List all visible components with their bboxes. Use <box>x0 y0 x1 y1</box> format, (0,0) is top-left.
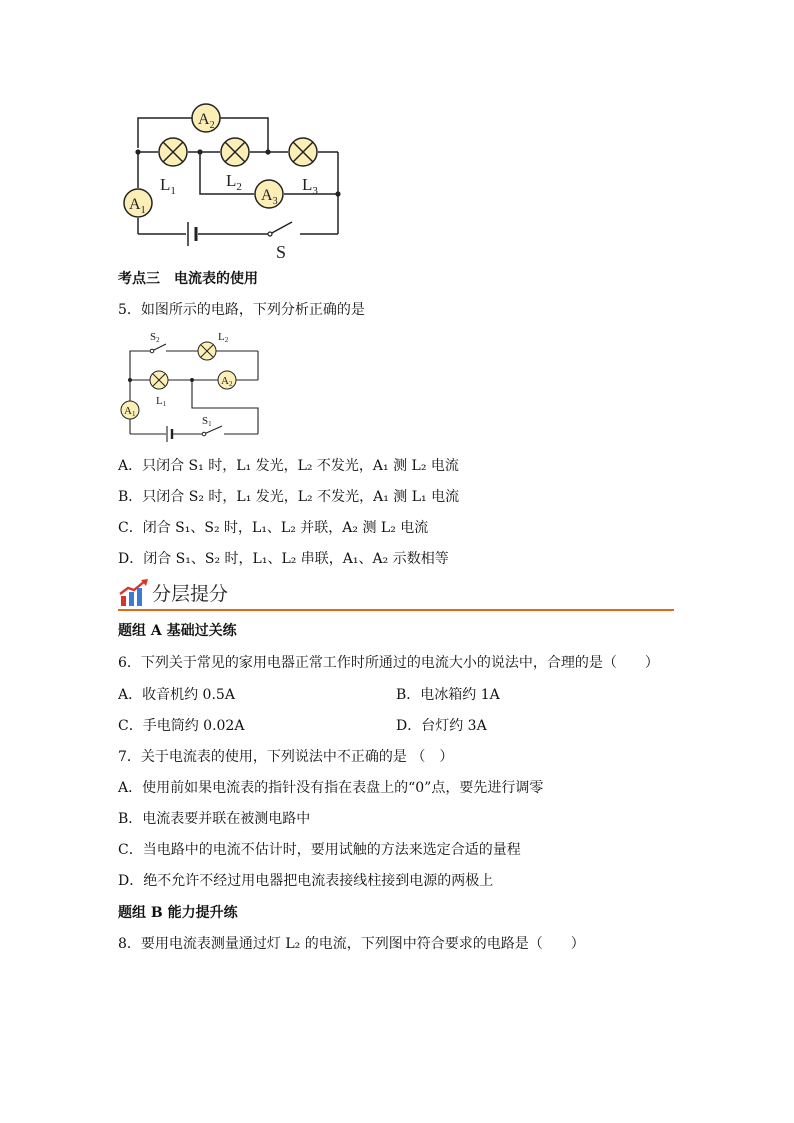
question-8-stem: 8．要用电流表测量通过灯 L₂ 的电流，下列图中符合要求的电路是（ ） <box>118 936 585 952</box>
label-l1: L1 <box>156 395 167 408</box>
label-switch: S <box>276 242 287 262</box>
lamp-l1-icon <box>150 371 168 389</box>
ammeter-a3-icon <box>255 180 283 208</box>
svg-text:A2: A2 <box>221 375 233 388</box>
lamp-l2-icon <box>221 138 249 166</box>
circuit-diagram-1 <box>110 96 370 266</box>
lamp-l2-icon <box>198 342 216 360</box>
q6-option-b: B．电冰箱约 1A <box>396 687 500 703</box>
q7-option-c: C．当电路中的电流不估计时，要用试触的方法来选定合适的量程 <box>118 842 521 858</box>
label-l2: L2 <box>218 331 229 344</box>
banner-title: 分层提分 <box>152 583 229 605</box>
q6-option-c: C．手电筒约 0.02A <box>118 718 245 734</box>
ammeter-a1-icon <box>121 401 139 419</box>
ammeter-a2-icon <box>192 104 220 132</box>
lamp-l1-icon <box>159 138 187 166</box>
question-5-stem: 5．如图所示的电路，下列分析正确的是 <box>118 302 365 318</box>
question-7-stem: 7．关于电流表的使用，下列说法中不正确的是 （ ） <box>118 749 454 765</box>
q6-option-a: A．收音机约 0.5A <box>118 687 235 703</box>
svg-text:A2: $A_2$ <box>198 111 215 131</box>
banner-divider <box>118 609 674 611</box>
ammeter-a2-icon <box>218 371 236 389</box>
label-l3: $L_3$ <box>302 175 318 197</box>
bar-chart-growth-icon <box>118 578 150 608</box>
q6-option-d: D．台灯约 3A <box>396 718 487 734</box>
circuit-diagram-2 <box>116 326 266 442</box>
q7-option-a: A．使用前如果电流表的指针没有指在表盘上的“0”点，要先进行调零 <box>118 780 544 796</box>
svg-text:A1: A1 <box>124 405 136 418</box>
q5-option-d: D．闭合 S₁、S₂ 时，L₁、L₂ 串联，A₁、A₂ 示数相等 <box>118 551 449 567</box>
label-s2: S2 <box>150 331 160 344</box>
section-heading: 考点三 电流表的使用 <box>118 271 258 287</box>
label-l2: $L_2$ <box>226 171 242 193</box>
q5-option-b: B．只闭合 S₂ 时，L₁ 发光，L₂ 不发光，A₁ 测 L₁ 电流 <box>118 489 460 505</box>
svg-text:A1: $A_1$ <box>129 196 146 216</box>
ammeter-a1-icon <box>124 189 152 217</box>
lamp-l3-icon <box>289 138 317 166</box>
q5-option-c: C．闭合 S₁、S₂ 时，L₁、L₂ 并联，A₂ 测 L₂ 电流 <box>118 520 429 536</box>
q7-option-d: D．绝不允许不经过用电器把电流表接线柱接到电源的两极上 <box>118 873 494 889</box>
label-l1: $L_1$ <box>160 175 176 197</box>
group-b-heading: 题组 B 能力提升练 <box>118 905 238 921</box>
q7-option-b: B．电流表要并联在被测电路中 <box>118 811 311 827</box>
group-a-heading: 题组 A 基础过关练 <box>118 623 237 639</box>
q5-option-a: A．只闭合 S₁ 时，L₁ 发光，L₂ 不发光，A₁ 测 L₂ 电流 <box>118 458 459 474</box>
question-6-stem: 6．下列关于常见的家用电器正常工作时所通过的电流大小的说法中，合理的是（ ） <box>118 655 659 671</box>
svg-text:A3: $A_3$ <box>261 187 278 207</box>
label-s1: S1 <box>202 415 212 428</box>
